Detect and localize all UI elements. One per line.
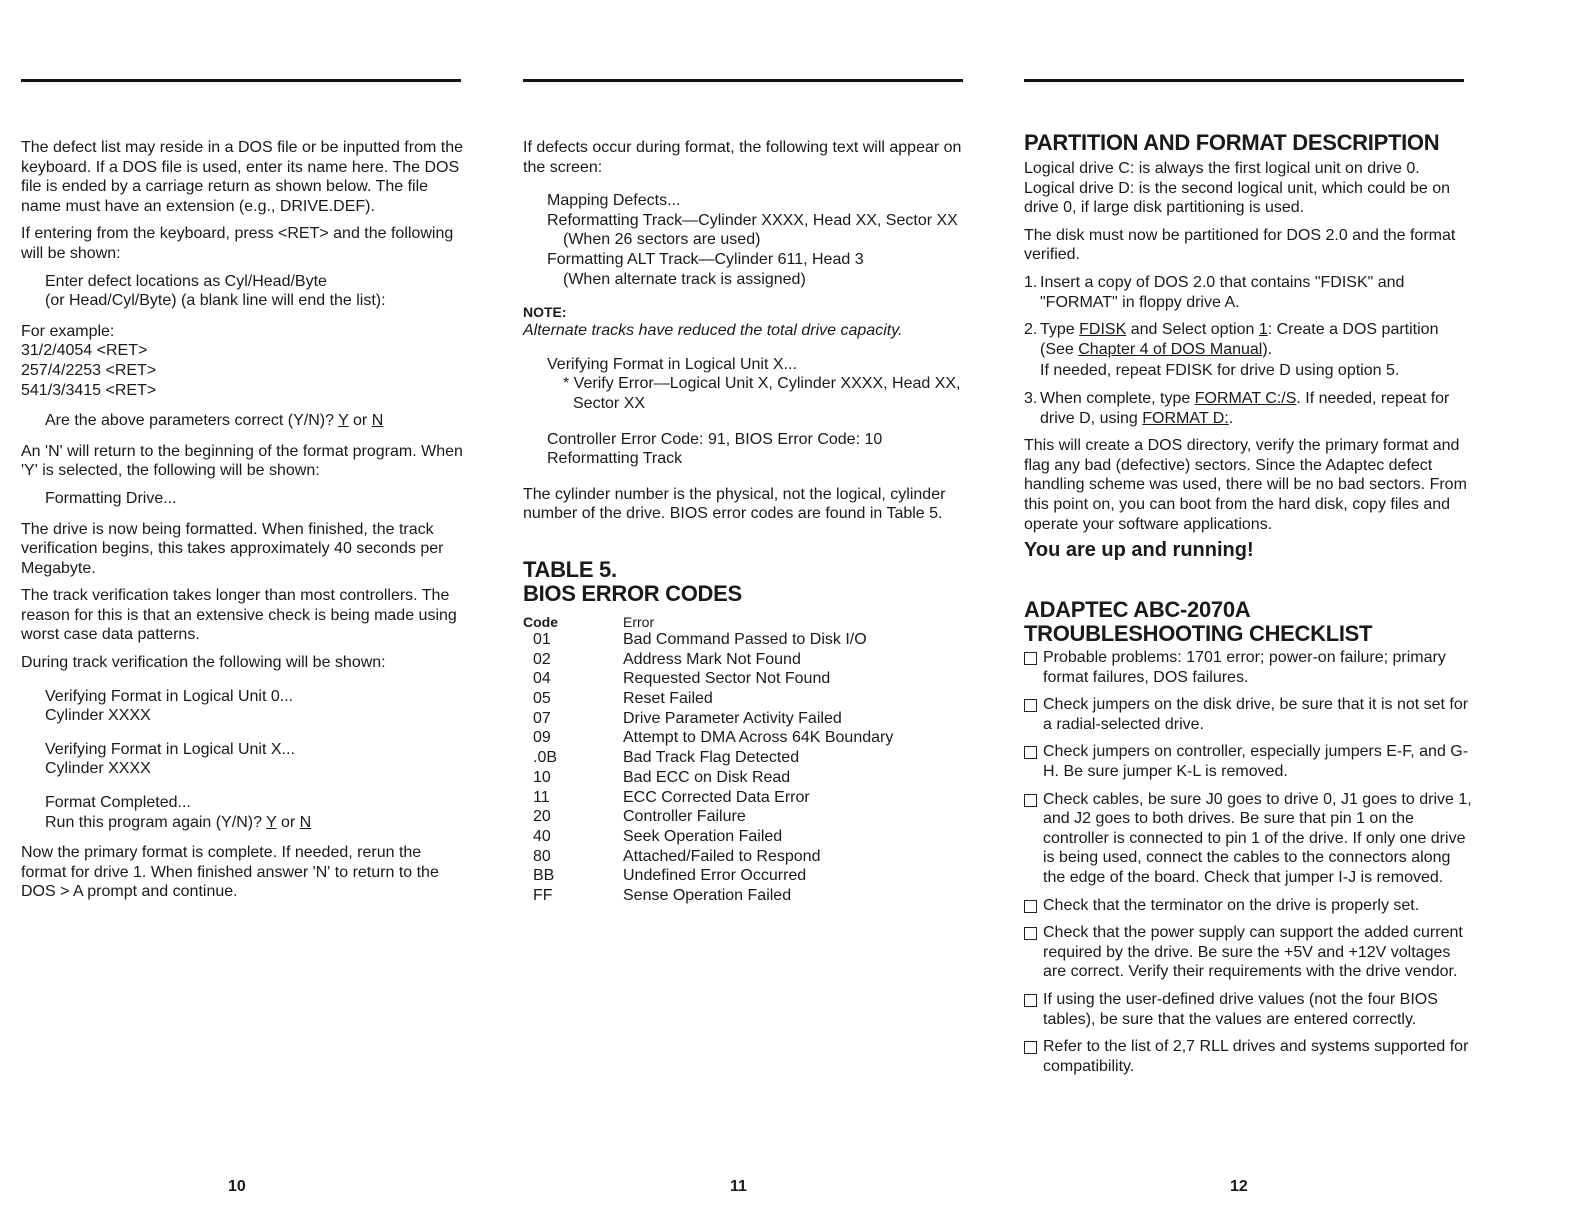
checklist-item bbox=[1024, 648, 1474, 687]
controller-error-screen bbox=[523, 430, 973, 469]
example-label: For example: bbox=[21, 322, 115, 340]
error-description: Sense Operation Failed bbox=[623, 887, 792, 905]
n-return-paragraph: An 'N' will return to the beginning of the format program. When 'Y' is selected, the following will be shown: bbox=[21, 442, 463, 480]
cylinder-line: Cylinder XXXX bbox=[45, 707, 151, 725]
error-description: Drive Parameter Activity Failed bbox=[623, 709, 842, 727]
run-again-text: Run this program again (Y/N)? bbox=[45, 813, 267, 831]
example-line: 31/2/4054 <RET> bbox=[21, 342, 148, 360]
verify-unit-0-screen bbox=[21, 687, 469, 726]
drive-formatting-paragraph: The drive is now being formatted. When finished, the track verification begins, this takes approximately 40 seconds per Megabyte. bbox=[21, 520, 444, 577]
step-number: 3. bbox=[1024, 389, 1038, 407]
checklist-item bbox=[1024, 1037, 1474, 1076]
step-number: 2. bbox=[1024, 321, 1038, 339]
error-code: FF bbox=[533, 887, 553, 905]
dos-directory-paragraph: This will create a DOS directory, verify the primary format and flag any bad (defective) sectors. Since the Adaptec defect handling scheme was used, there will be no bad sectors. From this point on, you can boot from the hard disk, copy files and operate your software applications. bbox=[1024, 437, 1467, 533]
step-1 bbox=[1024, 273, 1474, 312]
cylinder-number-paragraph: The cylinder number is the physical, not the logical, cylinder number of the drive. BIOS error codes are found in Table 5. bbox=[523, 485, 946, 523]
checklist-text: Probable problems: 1701 error; power-on failure; primary format failures, DOS failures. bbox=[1043, 649, 1446, 686]
step-text: When complete, type FORMAT C:/S. If needed, repeat for drive D, using FORMAT D:. bbox=[1040, 389, 1450, 427]
controller-error-line: Controller Error Code: 91, BIOS Error Code: 10 bbox=[547, 430, 883, 448]
format-c-command: FORMAT C:/S bbox=[1194, 389, 1297, 407]
error-description: Seek Operation Failed bbox=[623, 827, 783, 845]
yes-option: Y bbox=[338, 412, 349, 430]
during-verification-paragraph: During track verification the following will be shown: bbox=[21, 654, 386, 672]
error-code-row bbox=[523, 768, 893, 788]
step-text: Insert a copy of DOS 2.0 that contains "FDISK" and "FORMAT" in floppy drive A. bbox=[1040, 273, 1405, 311]
checkbox-icon bbox=[1024, 699, 1037, 712]
error-code: 80 bbox=[533, 847, 551, 865]
alt-track-note-line: (When alternate track is assigned) bbox=[563, 270, 806, 288]
error-code: 04 bbox=[533, 670, 551, 688]
error-code: 05 bbox=[533, 690, 551, 708]
error-code: 10 bbox=[533, 768, 551, 786]
checklist-text: Check jumpers on the disk drive, be sure that it is not set for a radial-selected drive. bbox=[1043, 696, 1469, 733]
fdisk-command: FDISK bbox=[1079, 321, 1127, 339]
error-code-row bbox=[523, 748, 893, 768]
checklist-heading: ADAPTEC ABC-2070A bbox=[1024, 597, 1251, 623]
verify-unit-x-line: Verifying Format in Logical Unit X... bbox=[547, 355, 797, 373]
error-code: 40 bbox=[533, 827, 551, 845]
error-code: 02 bbox=[533, 650, 551, 668]
checklist-item bbox=[1024, 695, 1474, 734]
bios-error-codes-table bbox=[523, 614, 893, 906]
error-code-row bbox=[523, 650, 893, 670]
checklist-text: Check that the terminator on the drive is properly set. bbox=[1043, 896, 1420, 914]
verify-unit-x-line: Verifying Format in Logical Unit X... bbox=[45, 740, 295, 758]
header-rule-page-11 bbox=[523, 79, 963, 82]
troubleshooting-checklist bbox=[1024, 648, 1474, 1076]
checklist-text: If using the user-defined drive values (not the four BIOS tables), be sure that the values are entered correctly. bbox=[1043, 991, 1438, 1028]
error-code-row bbox=[523, 788, 893, 808]
formatting-drive-screen bbox=[21, 489, 469, 509]
note-text: Alternate tracks have reduced the total drive capacity. bbox=[523, 322, 903, 340]
table-subtitle: BIOS ERROR CODES bbox=[523, 580, 742, 606]
checklist-text: Refer to the list of 2,7 RLL drives and systems supported for compatibility. bbox=[1043, 1038, 1469, 1075]
note-label: NOTE: bbox=[523, 304, 567, 321]
error-column-header: Error bbox=[623, 613, 655, 630]
error-description: Bad Track Flag Detected bbox=[623, 749, 800, 767]
reformatting-line: Reformatting Track bbox=[547, 450, 683, 468]
error-code-row bbox=[523, 689, 893, 709]
page-number: 11 bbox=[730, 1178, 747, 1195]
defect-prompt bbox=[21, 272, 469, 311]
checklist-item bbox=[1024, 790, 1474, 888]
reformatting-note-line: (When 26 sectors are used) bbox=[563, 231, 761, 249]
code-column-header: Code bbox=[523, 613, 558, 630]
example-line: 541/3/3415 <RET> bbox=[21, 381, 157, 399]
partition-heading: PARTITION AND FORMAT DESCRIPTION bbox=[1024, 130, 1440, 155]
example-block bbox=[21, 322, 469, 400]
error-description: Reset Failed bbox=[623, 690, 713, 708]
checklist-text: Check cables, be sure J0 goes to drive 0, J1 goes to drive 1, and J2 goes to both drives. Be sure that pin 1 on the controller is connected to pin 1 of the drive. If only one drive is being used, connect the cables to the connectors along the edge of the board. Check that jumper I-J is removed. bbox=[1043, 790, 1472, 887]
error-code: .0B bbox=[533, 749, 558, 767]
error-code: BB bbox=[533, 867, 555, 885]
defects-occur-paragraph: If defects occur during format, the following text will appear on the screen: bbox=[523, 139, 962, 176]
format-completed-line: Format Completed... bbox=[45, 794, 191, 812]
error-code: 20 bbox=[533, 808, 551, 826]
track-verification-paragraph: The track verification takes longer than most controllers. The reason for this is that an extensive check is being made using worst case data patterns. bbox=[21, 587, 457, 644]
checkbox-icon bbox=[1024, 927, 1037, 940]
checklist-text: Check jumpers on controller, especially jumpers E-F, and G-H. Be sure jumper K-L is removed. bbox=[1043, 743, 1469, 781]
error-code: 11 bbox=[533, 788, 550, 806]
yes-option: Y bbox=[266, 813, 277, 831]
verify-unit-0-line: Verifying Format in Logical Unit 0... bbox=[45, 687, 294, 705]
no-option: N bbox=[371, 412, 384, 430]
error-description: Controller Failure bbox=[623, 808, 746, 826]
error-description: Bad Command Passed to Disk I/O bbox=[623, 630, 867, 648]
checklist-item bbox=[1024, 742, 1474, 781]
checklist-item bbox=[1024, 923, 1474, 982]
primary-format-complete-paragraph: Now the primary format is complete. If needed, rerun the format for drive 1. When finished answer 'N' to return to the DOS > A prompt and continue. bbox=[21, 844, 439, 901]
chapter-reference: Chapter 4 of DOS Manual bbox=[1078, 340, 1263, 358]
alt-track-line: Formatting ALT Track—Cylinder 611, Head 3 bbox=[547, 250, 864, 268]
error-description: Bad ECC on Disk Read bbox=[623, 768, 791, 786]
checklist-item bbox=[1024, 896, 1474, 916]
option-number: 1 bbox=[1258, 321, 1268, 339]
defect-list-paragraph: The defect list may reside in a DOS file or be inputted from the keyboard. If a DOS file is used, enter its name here. The DOS file is ended by a carriage return as shown below. The file name must have an extension (e.g., DRIVE.DEF). bbox=[21, 139, 463, 215]
page-number: 12 bbox=[1230, 1178, 1248, 1195]
error-code-row bbox=[523, 866, 893, 886]
checkbox-icon bbox=[1024, 994, 1037, 1007]
checklist-item bbox=[1024, 990, 1474, 1029]
mapping-defects-line: Mapping Defects... bbox=[547, 192, 681, 210]
reformatting-track-line: Reformatting Track—Cylinder XXXX, Head XX, Sector XX bbox=[547, 211, 958, 229]
defect-prompt-line-1: Enter defect locations as Cyl/Head/Byte bbox=[45, 272, 327, 290]
verify-error-screen bbox=[523, 355, 973, 414]
error-code-row bbox=[523, 709, 893, 729]
defect-mapping-screen bbox=[523, 191, 973, 289]
error-description: ECC Corrected Data Error bbox=[623, 788, 810, 806]
step-2 bbox=[1024, 320, 1474, 359]
sector-line: Sector XX bbox=[573, 394, 646, 412]
up-and-running: You are up and running! bbox=[1024, 539, 1254, 562]
error-code-row bbox=[523, 728, 893, 748]
error-code: 07 bbox=[533, 709, 551, 727]
error-description: Address Mark Not Found bbox=[623, 650, 801, 668]
step-text: Type FDISK and Select option 1: Create a DOS partition (See Chapter 4 of DOS Manual). bbox=[1040, 321, 1439, 358]
error-code-row bbox=[523, 669, 893, 689]
step-3 bbox=[1024, 389, 1474, 428]
no-option: N bbox=[299, 813, 312, 831]
or-text: or bbox=[348, 412, 372, 430]
confirm-text: Are the above parameters correct (Y/N)? bbox=[45, 412, 339, 430]
checkbox-icon bbox=[1024, 900, 1037, 913]
repeat-fdisk-note: If needed, repeat FDISK for drive D using option 5. bbox=[1040, 362, 1400, 380]
format-completed-screen bbox=[21, 793, 469, 832]
checkbox-icon bbox=[1024, 1041, 1037, 1054]
confirm-prompt bbox=[21, 411, 469, 431]
error-description: Attached/Failed to Respond bbox=[623, 847, 821, 865]
checkbox-icon bbox=[1024, 746, 1037, 759]
header-rule-page-10 bbox=[21, 79, 461, 82]
error-code: 01 bbox=[533, 630, 551, 648]
defect-prompt-line-2: (or Head/Cyl/Byte) (a blank line will end the list): bbox=[45, 292, 386, 310]
error-code: 09 bbox=[533, 729, 551, 747]
verify-error-line: * Verify Error—Logical Unit X, Cylinder XXXX, Head XX, bbox=[563, 375, 961, 393]
or-text: or bbox=[276, 813, 300, 831]
verify-unit-x-screen bbox=[21, 740, 469, 779]
error-code-row bbox=[523, 630, 893, 650]
error-code-row bbox=[523, 807, 893, 827]
checklist-text: Check that the power supply can support the added current required by the drive. Be sure the +5V and +12V voltages are correct. Verify their requirements with the drive vendor. bbox=[1043, 924, 1463, 981]
error-description: Requested Sector Not Found bbox=[623, 670, 831, 688]
cylinder-line: Cylinder XXXX bbox=[45, 760, 151, 778]
example-line: 257/4/2253 <RET> bbox=[21, 361, 157, 379]
table-title: TABLE 5. bbox=[523, 556, 617, 582]
format-d-command: FORMAT D: bbox=[1142, 409, 1229, 427]
checkbox-icon bbox=[1024, 794, 1037, 807]
step-number: 1. bbox=[1024, 273, 1038, 291]
error-code-row bbox=[523, 886, 893, 906]
partition-required-paragraph: The disk must now be partitioned for DOS 2.0 and the format verified. bbox=[1024, 226, 1456, 264]
checklist-subheading: TROUBLESHOOTING CHECKLIST bbox=[1024, 621, 1373, 647]
error-code-row bbox=[523, 827, 893, 847]
error-description: Undefined Error Occurred bbox=[623, 867, 807, 885]
formatting-drive-line: Formatting Drive... bbox=[45, 489, 177, 507]
checkbox-icon bbox=[1024, 652, 1037, 665]
error-code-row bbox=[523, 847, 893, 867]
error-description: Attempt to DMA Across 64K Boundary bbox=[623, 729, 894, 747]
page-number: 10 bbox=[228, 1178, 246, 1195]
logical-drive-paragraph: Logical drive C: is always the first logical unit on drive 0. Logical drive D: is the second logical unit, which could be on drive 0, if large disk partitioning is used. bbox=[1024, 160, 1451, 217]
header-rule-page-12 bbox=[1024, 79, 1464, 82]
keyboard-entry-paragraph: If entering from the keyboard, press <RET> and the following will be shown: bbox=[21, 225, 454, 262]
